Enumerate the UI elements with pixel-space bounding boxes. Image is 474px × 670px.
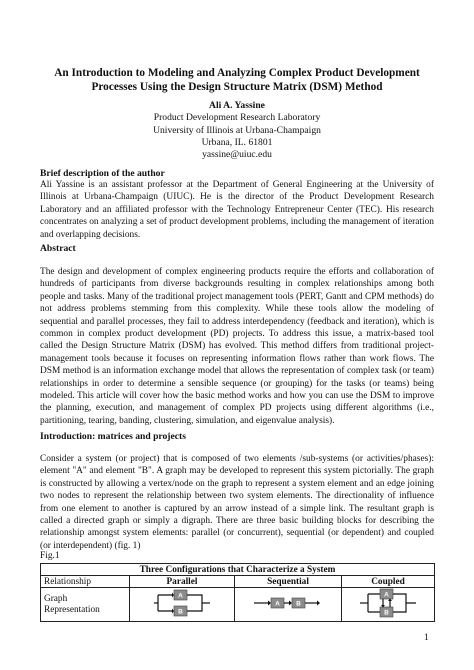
figure-caption: Three Configurations that Characterize a System xyxy=(41,564,435,576)
title-line-1: An Introduction to Modeling and Analyzing Complex Product Development xyxy=(54,67,420,79)
parallel-edges xyxy=(158,595,172,611)
author-email: yassine@uiuc.edu xyxy=(202,149,272,161)
row-label-graph-representation xyxy=(41,588,130,622)
parallel-arrowhead-b xyxy=(172,609,174,614)
parallel-digraph xyxy=(152,588,212,618)
author-address: Urbana, IL. 61801 xyxy=(201,136,273,148)
row-label-line-2: Representation xyxy=(44,604,100,615)
abstract-heading: Abstract xyxy=(40,243,76,254)
sequential-arrowhead-in xyxy=(268,601,271,606)
parallel-node-a-label: A xyxy=(178,592,183,600)
coupled-right-edges xyxy=(393,594,416,612)
parallel-node-b-label: B xyxy=(178,608,183,616)
sequential-graph-cell xyxy=(235,588,342,622)
row-label-line-1: Graph xyxy=(44,593,68,604)
title-line-2: Processes Using the Design Structure Matrix (DSM) Method xyxy=(91,81,383,93)
col-header-parallel: Parallel xyxy=(130,576,235,588)
sequential-arrowhead-out xyxy=(317,601,320,606)
author-affiliation-lab: Product Development Research Laboratory xyxy=(153,112,321,124)
sequential-node-b-label: B xyxy=(296,600,301,608)
intro-heading: Introduction: matrices and projects xyxy=(40,431,186,442)
coupled-node-a-label: A xyxy=(384,591,389,599)
col-header-sequential: Sequential xyxy=(235,576,342,588)
parallel-arrowhead-a xyxy=(172,593,174,598)
col-header-relationship: Relationship xyxy=(41,576,130,588)
parallel-edges-right xyxy=(187,595,202,611)
author-name: Ali A. Yassine xyxy=(209,100,265,111)
coupled-node-b-label: B xyxy=(384,609,389,617)
sequential-arrowhead-mid xyxy=(289,601,292,606)
sequential-node-a-label: A xyxy=(275,600,280,608)
abstract-paragraph: The design and development of complex engineering products require the efforts and collaboration of hundreds of participants from diverse backgrounds resulting in complex relationships among both people and tasks. Many of the traditional project management tools (PERT, Gantt and CPM methods) do not address problems stemming from this complexity. While these tools allow the modeling of sequential and parallel processes, they fail to address interdependency (feedback and iteration), which is common in complex product development (PD) projects. To address this issue, a matrix-based tool called the Design Structure Matrix (DSM) has evolved. This method differs from traditional project-management tools because it focuses on representing information flows rather than work flows. The DSM method is an information exchange model that allows the representation of complex task (or team) relationships in order to determine a sensible sequence (or grouping) for the tasks (or teams) being modeled. This article will cover how the basic method works and how you can use the DSM to improve the planning, execution, and management of complex PD projects using different algorithms (i.e., partitioning, tearing, banding, clustering, simulation, and eigenvalue analysis). xyxy=(40,267,434,426)
coupled-digraph xyxy=(358,588,418,618)
author-affiliation-university: University of Illinois at Urbana-Champaign xyxy=(153,124,321,136)
coupled-left-edges xyxy=(368,594,380,612)
intro-paragraph: Consider a system (or project) that is composed of two elements /sub-systems (or activities/phases): element "A" and element "B". A graph may be developed to represent this system pictorially. The graph is constructed by allowing a vertex/node on the graph to represent a system element and an edge joining two nodes to represent the relationship between two system elements. The directionality of influence from one element to another is captured by an arrow instead of a simple link. The resultant graph is called a directed graph or simply a digraph. There are three basic building blocks for describing the relationship amongst system elements: parallel (or concurrent), sequential (or dependent) and coupled (or interdependent) (fig. 1) xyxy=(40,454,434,551)
author-block xyxy=(40,100,434,161)
figure-label: Fig.1 xyxy=(40,551,60,561)
bio-paragraph: Ali Yassine is an assistant professor at the Department of General Engineering at the University of Illinois at Urbana-Champaign (UIUC). He is the director of the Product Development Research Laboratory and an affiliated professor with the Technology Entrepreneur Center (TEC). His research concentrates on analyzing a set of product development problems, including the management of iteration and overlapping decisions. xyxy=(40,180,434,240)
figure-table xyxy=(40,563,435,622)
bio-heading: Brief description of the author xyxy=(40,168,165,179)
parallel-graph-cell xyxy=(130,588,235,622)
page-number: 1 xyxy=(424,632,429,643)
coupled-graph-cell xyxy=(342,588,435,622)
sequential-digraph xyxy=(252,588,324,618)
paper-title xyxy=(40,66,434,94)
col-header-coupled: Coupled xyxy=(342,576,435,588)
